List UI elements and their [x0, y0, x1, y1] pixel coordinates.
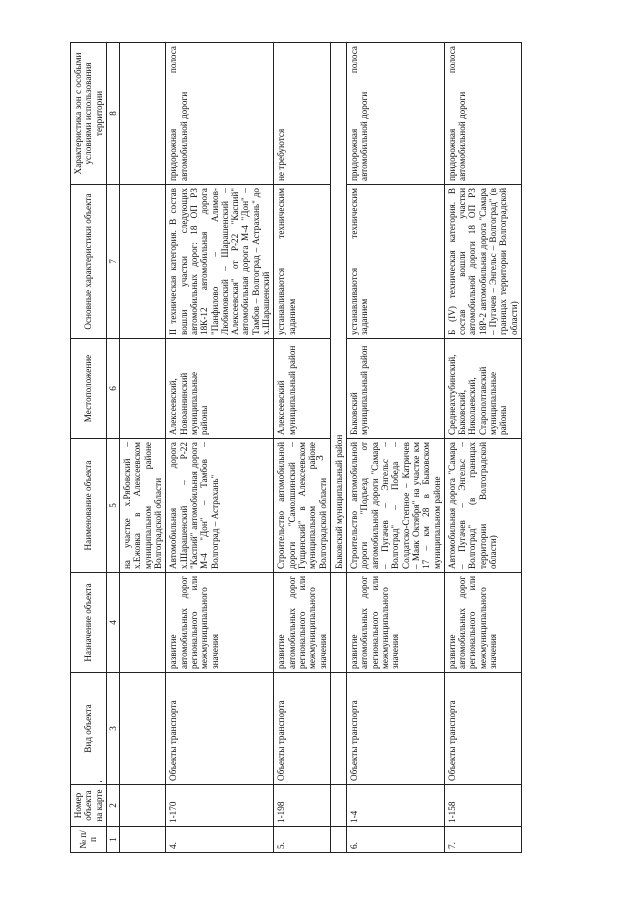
cell-location: Алексеевский, Новоаннинский муниципальные районы	[166, 339, 274, 439]
column-number: 7	[106, 185, 119, 339]
objects-table	[70, 42, 522, 853]
table-row	[274, 43, 330, 853]
column-number: 5	[106, 439, 119, 573]
cell-kind: Объекты транспорта	[347, 673, 445, 785]
cell-map-number: 1-158	[444, 785, 521, 827]
header-map-number: Номер объекта на карте	[71, 785, 107, 827]
cell-location: Быковский муниципальный район	[347, 339, 445, 439]
cell-kind: Объекты транспорта	[274, 673, 330, 785]
header-purpose: Назначение объекта	[71, 573, 107, 673]
column-number: 2	[106, 785, 119, 827]
cell-purpose: развитие автомобильных дорог регионального или межмуниципального значения	[347, 573, 445, 673]
cell-characteristics: Б (IV) техническая категория. В состав вошли участки автомобильной дороги 18 ОП РЗ 18Р-2 автомобильная дорога "Самара – Пугачев – Энгельс – Волгоград" (в границах территории Волгоградской области)	[444, 185, 521, 339]
table-header	[71, 43, 120, 853]
cell-purpose: развитие автомобильных дорог регионального или межмуниципального значения	[444, 573, 521, 673]
cell-no: 4.	[166, 827, 274, 853]
table-row	[347, 43, 445, 853]
cell-location: Среднеахтубинский, Быковский, Николаевский, Старополтавский муниципальные районы	[444, 339, 521, 439]
cell-purpose: развитие автомобильных дорог регионального или межмуниципального значения	[166, 573, 274, 673]
cell-name: на участке х.Рябовский – х.Ежовка в Алексеевском муниципальном районе Волгоградской области	[120, 439, 166, 573]
cell-name: Строительство автомобильной дороги "Подъезд от автомобильной дороги "Самара – Пугачев – Энгельс – Волгоград" – Победа – Солдатско-Степное – Катричев – Маяк Октября" на участке км 17 – км 28 в Быковском муниципальном районе	[347, 439, 445, 573]
district-subheader: Быковский муниципальный район	[330, 43, 346, 573]
column-number: 3	[106, 673, 119, 785]
column-number: 4	[106, 573, 119, 673]
header-row	[71, 43, 107, 853]
column-number-row	[106, 43, 119, 853]
header-zone: Характеристика зон с особыми условиями использования территории	[71, 43, 107, 185]
rotated-table-container	[70, 43, 525, 853]
cell-zone: придорожная полоса автомобильной дороги	[347, 43, 445, 185]
cell-name: Автомобильная дорога х.Шарашенский – Р-22 "Каспий" автомобильная дорога М-4 "Дон" – Тамбов – Волгоград – Астрахань"	[166, 439, 274, 573]
cell-no: 5.	[274, 827, 330, 853]
cell-characteristics: устанавливаются техническим заданием	[274, 185, 330, 339]
column-number: 1	[106, 827, 119, 853]
cell-kind: Объекты транспорта	[166, 673, 274, 785]
cell-zone: придорожная полоса автомобильной дороги	[166, 43, 274, 185]
cell-kind: Объекты транспорта	[444, 673, 521, 785]
cell-characteristics: устанавливаются техническим заданием	[347, 185, 445, 339]
table-body	[120, 43, 522, 853]
header-no: № п/п	[71, 827, 107, 853]
header-characteristics: Основные характеристики объекта	[71, 185, 107, 339]
cell-purpose: развитие автомобильных дорог регионального или межмуниципального значения	[274, 573, 330, 673]
table-row	[166, 43, 274, 853]
cell-location: Алексеевский муниципальный район	[274, 339, 330, 439]
table-row	[444, 43, 521, 853]
cell-no: 6.	[347, 827, 445, 853]
column-number: 8	[106, 43, 119, 185]
cell-map-number: 1-170	[166, 785, 274, 827]
cell-name: Строительство автомобильной дороги "Самолшинский – Гущинский" в Алексеевском муниципальном районе Волгоградской области	[274, 439, 330, 573]
cell-name: Автомобильная дорога "Самара – Пугачев – Энгельс – Волгоград" (в границах территории Волгоградской области)	[444, 439, 521, 573]
cell-zone: придорожная полоса автомобильной дороги	[444, 43, 521, 185]
header-kind: Вид объекта	[71, 673, 107, 785]
cell-no: 7.	[444, 827, 521, 853]
column-number: 6	[106, 339, 119, 439]
district-subheader-row	[330, 43, 346, 853]
cell-zone: не требуются	[274, 43, 330, 185]
cell-map-number: 1-4	[347, 785, 445, 827]
header-name: Наименование объекта	[71, 439, 107, 573]
cell-map-number: 1-198	[274, 785, 330, 827]
cell-characteristics: II техническая категория. В состав вошли участки следующих автомобильных дорог: 18 ОП РЗ 18К-12 автомобильная дорога "Панфилово – Алимов-Любимовский – Шарашенский – Алексеевская" от Р-22 "Каспий" автомобильная дорога М-4 "Дон" – Тамбов – Волгоград – Астрахань" до х.Шарашенский	[166, 185, 274, 339]
continuation-row	[120, 43, 166, 853]
page-number: 3	[314, 455, 326, 461]
header-location: Местоположение	[71, 339, 107, 439]
